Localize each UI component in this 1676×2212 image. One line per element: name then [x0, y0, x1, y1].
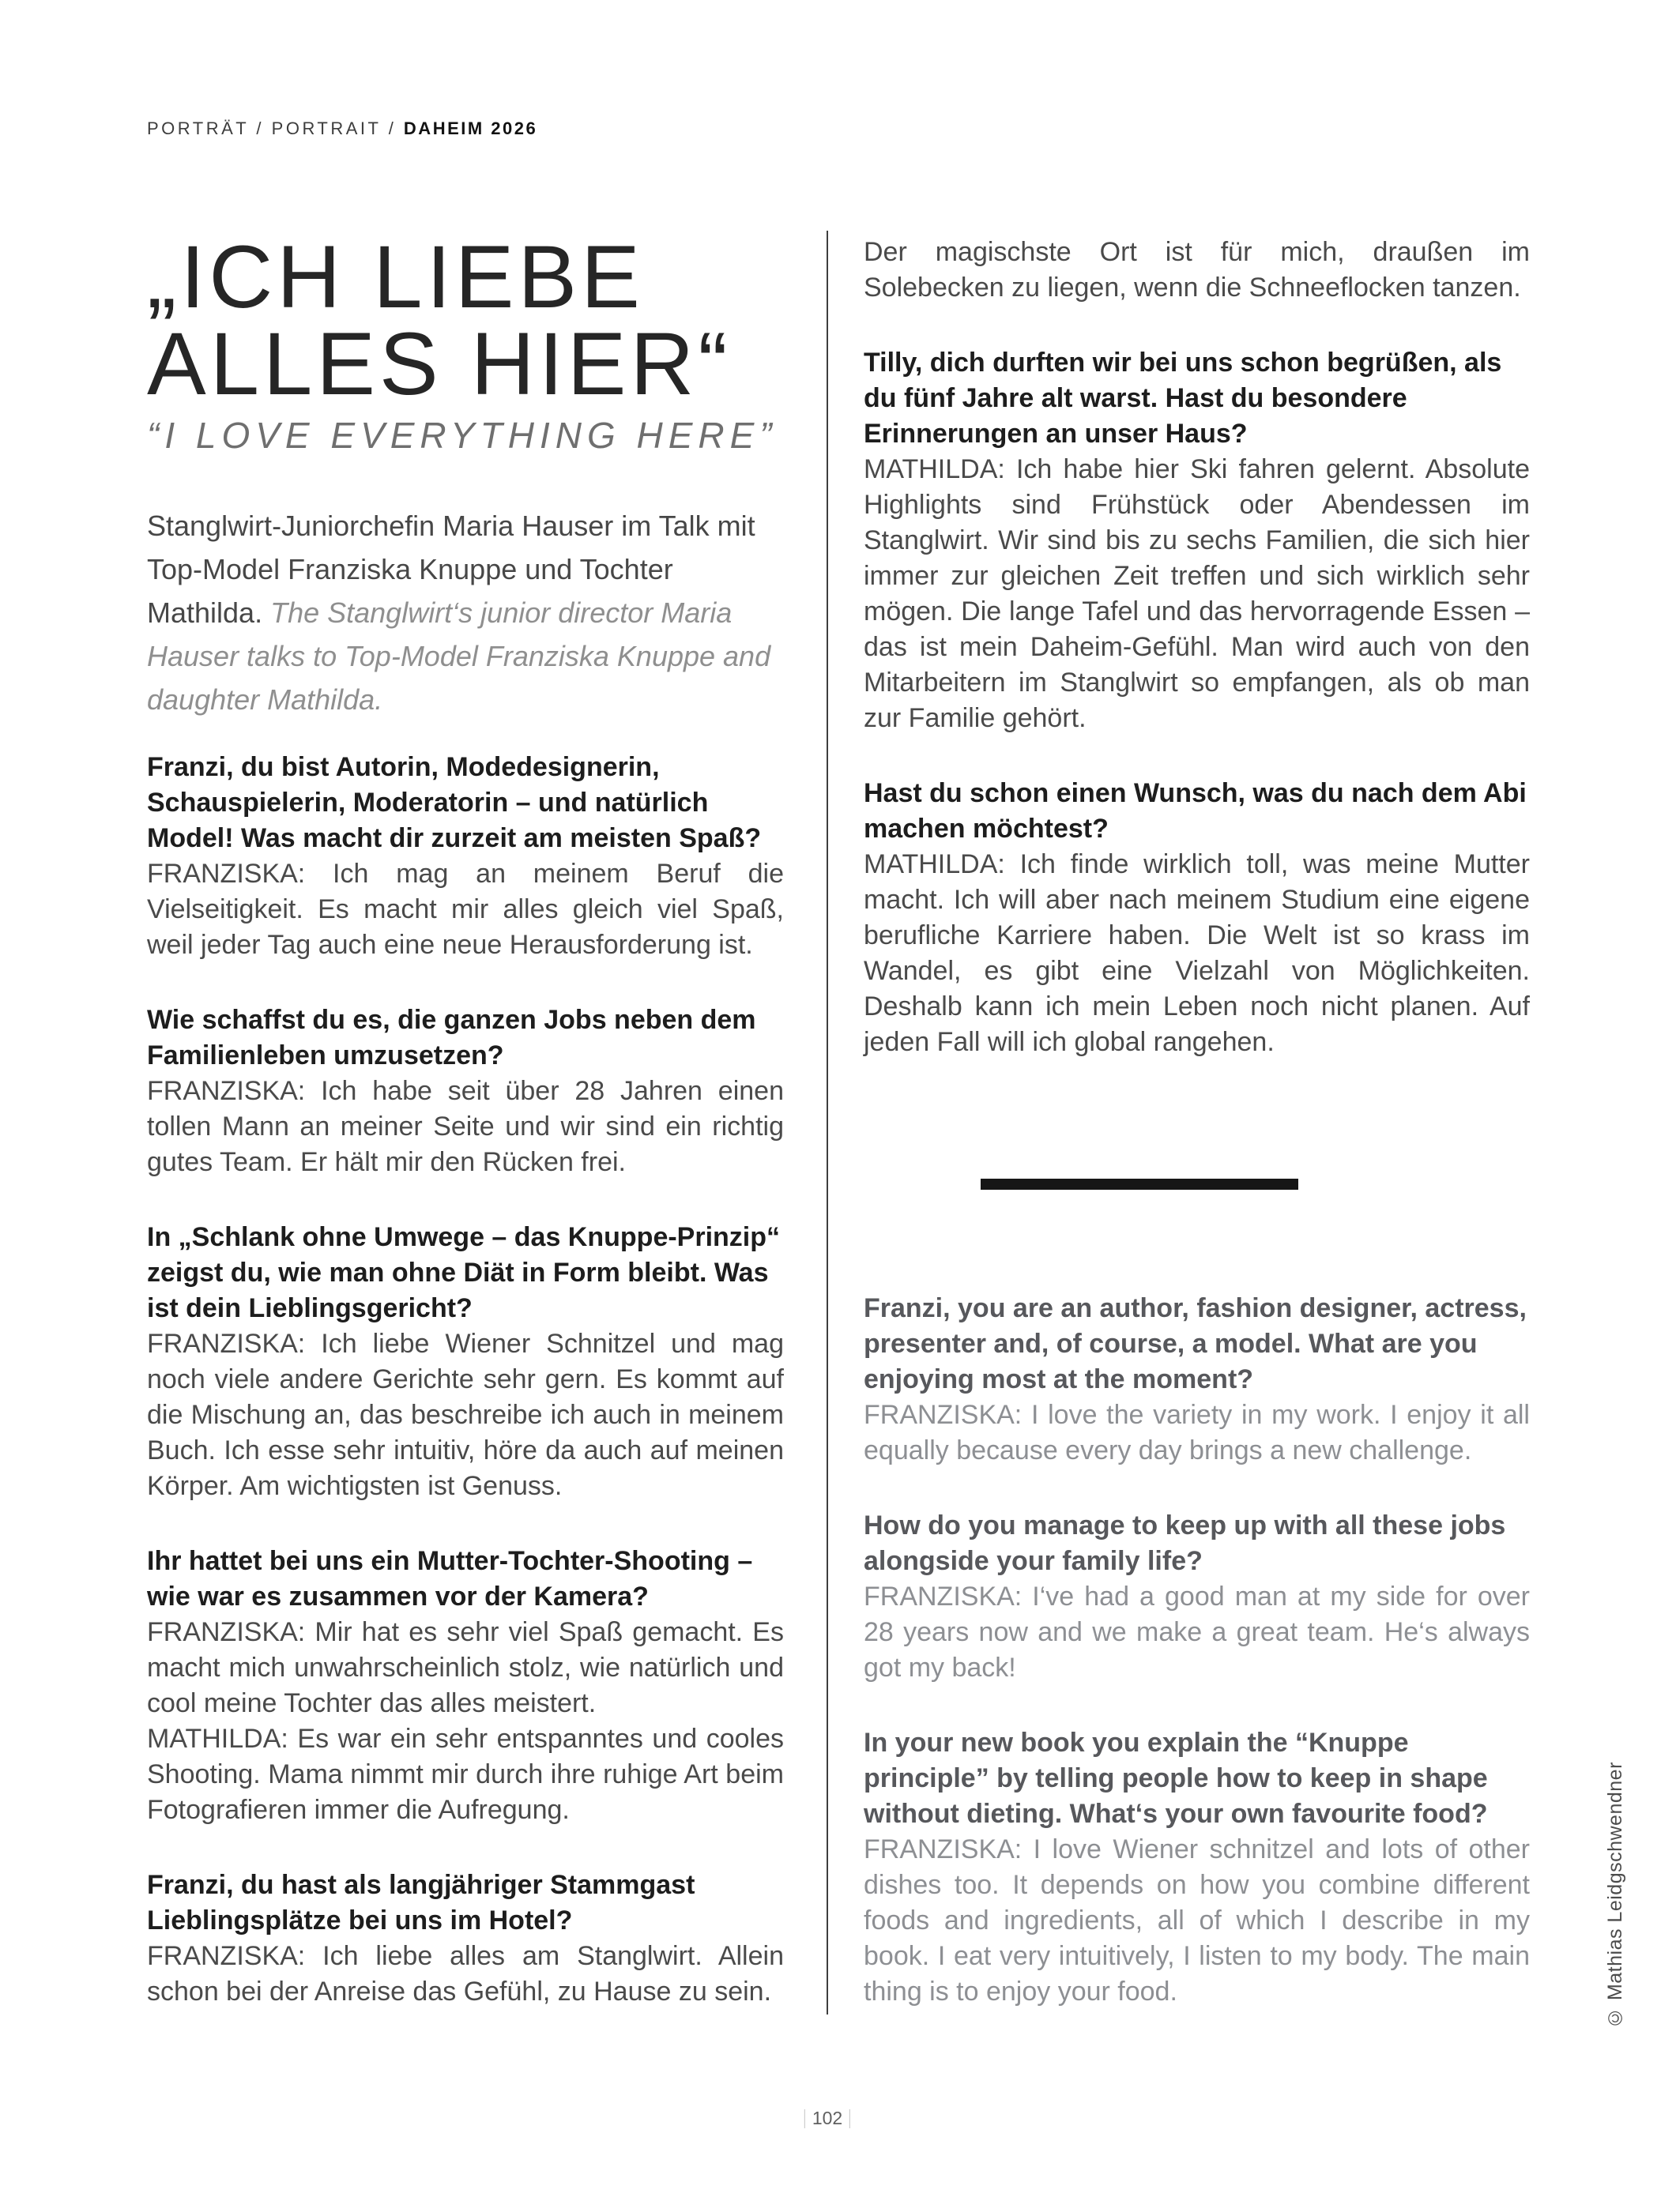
kicker-section-label: PORTRÄT / PORTRAIT /	[147, 118, 404, 138]
answer: MATHILDA: Ich habe hier Ski fahren gelernt. Absolute Highlights sind Frühstück oder Abendessen im Stanglwirt. Wir sind bis zu sechs Familien, die sich hier immer zur gleichen Zeit treffen und sich wirklich sehr mögen. Die lange Tafel und das hervorragende Essen – das ist mein Daheim-Gefühl. Man wird auch von den Mitarbeitern im Stanglwirt so empfangen, als ob man zur Familie gehört.	[864, 454, 1530, 733]
question: How do you manage to keep up with all these jobs alongside your family life?	[864, 1510, 1506, 1576]
question: Wie schaffst du es, die ganzen Jobs neben dem Familienleben umzusetzen?	[147, 1005, 756, 1070]
answer: FRANZISKA: Ich liebe Wiener Schnitzel und mag noch viele andere Gerichte sehr gern. Es kommt auf die Mischung an, das beschreibe ich auch in meinem Buch. Ich esse sehr intuitiv, höre da auch auf meinen Körper. Am wichtigsten ist Genuss.	[147, 1329, 784, 1501]
qa-block	[147, 1003, 784, 1180]
photo-credit: © Mathias Leidgschwendner	[1604, 1762, 1626, 2029]
left-column	[147, 228, 784, 2010]
question: Tilly, dich durften wir bei uns schon begrüßen, als du fünf Jahre alt warst. Hast du besondere Erinnerungen an unser Haus?	[864, 348, 1502, 449]
qa-block	[147, 750, 784, 963]
page-footer	[804, 2108, 850, 2129]
article-title-line2: ALLES HIER“	[147, 314, 732, 413]
continuation-paragraph: Der magischste Ort ist für mich, draußen im Solebecken zu liegen, wenn die Schneeflocken tanzen.	[864, 237, 1530, 303]
qa-block	[864, 1508, 1530, 1686]
page-number: 102	[812, 2108, 843, 2128]
intro-de: Stanglwirt-Juniorchefin Maria Hauser im Talk mit Top-Model Franziska Knuppe und Tochter Mathilda.	[147, 510, 755, 629]
answer: FRANZISKA: I‘ve had a good man at my side for over 28 years now and we make a great team. He‘s always got my back!	[864, 1582, 1530, 1683]
section-divider-bar	[981, 1179, 1298, 1190]
english-translation-section	[864, 1291, 1530, 2010]
answer: MATHILDA: Ich finde wirklich toll, was meine Mutter macht. Ich will aber nach meinem Studium eine eigene berufliche Karriere haben. Die Welt ist so krass im Wandel, es gibt eine Vielzahl von Möglichkeiten. Deshalb kann ich mein Leben noch nicht planen. Auf jeden Fall will ich global rangehen.	[864, 849, 1530, 1057]
qa-block	[864, 776, 1530, 1060]
question: Franzi, du bist Autorin, Modedesignerin, Schauspielerin, Moderatorin – und natürlich Model! Was macht dir zurzeit am meisten Spaß?	[147, 752, 762, 853]
qa-block	[147, 1868, 784, 2010]
question: Ihr hattet bei uns ein Mutter-Tochter-Shooting – wie war es zusammen vor der Kamera?	[147, 1546, 753, 1612]
footer-rule-right	[849, 2109, 850, 2128]
question: Hast du schon einen Wunsch, was du nach dem Abi machen möchtest?	[864, 778, 1527, 844]
question: In „Schlank ohne Umwege – das Knuppe-Prinzip“ zeigst du, wie man ohne Diät in Form bleibt. Was ist dein Lieblingsgericht?	[147, 1222, 781, 1323]
qa-block	[147, 1220, 784, 1504]
qa-block	[147, 1544, 784, 1828]
right-column	[864, 235, 1530, 2010]
kicker-issue-label: DAHEIM 2026	[403, 118, 538, 138]
answer: MATHILDA: Es war ein sehr entspanntes und cooles Shooting. Mama nimmt mir durch ihre ruhige Art beim Fotografieren immer die Aufregung.	[147, 1724, 784, 1825]
qa-block	[864, 345, 1530, 736]
answer: FRANZISKA: Ich habe seit über 28 Jahren einen tollen Mann an meiner Seite und wir sind ein richtig gutes Team. Er hält mir den Rücken frei.	[147, 1076, 784, 1177]
answer: FRANZISKA: I love Wiener schnitzel and lots of other dishes too. It depends on how you combine different foods and ingredients, all of which I describe in my book. I eat very intuitively, I listen to my body. The main thing is to enjoy your food.	[864, 1834, 1530, 2007]
qa-block	[864, 1291, 1530, 1469]
answer: FRANZISKA: I love the variety in my work. I enjoy it all equally because every day brings a new challenge.	[864, 1400, 1530, 1465]
question: Franzi, du hast als langjähriger Stammgast Lieblingsplätze bei uns im Hotel?	[147, 1870, 695, 1936]
answer: FRANZISKA: Mir hat es sehr viel Spaß gemacht. Es macht mich unwahrscheinlich stolz, wie natürlich und cool meine Tochter das alles meistert.	[147, 1617, 784, 1718]
article-title-line1: „ICH LIEBE	[147, 228, 644, 326]
question: Franzi, you are an author, fashion designer, actress, presenter and, of course, a model. What are you enjoying most at the moment?	[864, 1293, 1527, 1394]
intro-en: The Stanglwirt‘s junior director Maria Hauser talks to Top-Model Franziska Knuppe and daughter Mathilda.	[147, 596, 771, 716]
intro-paragraph	[147, 504, 771, 721]
question: In your new book you explain the “Knuppe principle” by telling people how to keep in shape without dieting. What‘s your own favourite food?	[864, 1728, 1488, 1829]
article-title	[147, 228, 784, 413]
article-subtitle: “I LOVE EVERYTHING HERE”	[147, 415, 778, 456]
column-divider-line	[827, 231, 828, 2014]
answer: FRANZISKA: Ich mag an meinem Beruf die Vielseitigkeit. Es macht mir alles gleich viel Spaß, weil jeder Tag auch eine neue Herausforderung ist.	[147, 859, 784, 960]
footer-rule-left	[804, 2109, 805, 2128]
answer: FRANZISKA: Ich liebe alles am Stanglwirt. Allein schon bei der Anreise das Gefühl, zu Hause zu sein.	[147, 1941, 784, 2007]
qa-block	[864, 1725, 1530, 2010]
kicker	[147, 118, 537, 139]
